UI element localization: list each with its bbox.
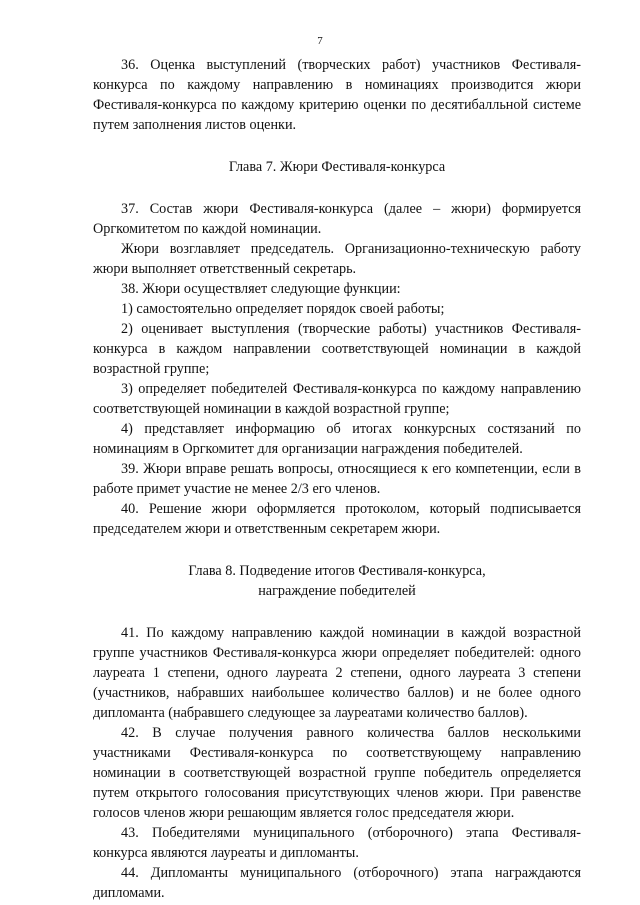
paragraph-38: 38. Жюри осуществляет следующие функции:: [121, 281, 401, 297]
chapter-7-heading: Глава 7. Жюри Фестиваля-конкурса: [228, 159, 446, 175]
paragraph-41: 41. По каждому направлению каждой номинации в каждой возрастной группе участников Фестиваля-конкурса жюри определяет победителей: одного лауреата 1 степени, одного лауреата 2 степени, одного лауреата 3 степени (участников, набравших наибольшее количество баллов) и не более одного дипломанта (набравшего следующее за лауреатами количество баллов).: [93, 625, 581, 721]
paragraph-38-item-2: 2) оценивает выступления (творческие работы) участников Фестиваля-конкурса в каждом направлении соответствующей номинации в каждой возрастной группе;: [93, 321, 581, 377]
chapter-8-heading-line-1: Глава 8. Подведение итогов Фестиваля-конкурса,: [188, 563, 486, 579]
paragraph-37: 37. Состав жюри Фестиваля-конкурса (далее – жюри) формируется Оргкомитетом по каждой номинации.: [93, 201, 581, 237]
document-body: [93, 55, 581, 903]
chapter-8-heading-line-2: награждение победителей: [258, 583, 416, 599]
paragraph-43: 43. Победителями муниципального (отборочного) этапа Фестиваля-конкурса являются лауреаты и дипломанты.: [93, 825, 581, 861]
paragraph-36: 36. Оценка выступлений (творческих работ) участников Фестиваля-конкурса по каждому направлению в номинациях производится жюри Фестиваля-конкурса по каждому критерию оценки по десятибалльной системе путем заполнения листов оценки.: [93, 57, 581, 133]
paragraph-42: 42. В случае получения равного количества баллов несколькими участниками Фестиваля-конкурса по соответствующему направлению номинации в соответствующей возрастной группе победитель определяется путем открытого голосования присутствующих членов жюри. При равенстве голосов членов жюри решающим является голос председателя жюри.: [93, 725, 581, 821]
paragraph-38-item-4: 4) представляет информацию об итогах конкурсных состязаний по номинациям в Оргкомитет для организации награждения победителей.: [93, 421, 581, 457]
paragraph-jury-chair: Жюри возглавляет председатель. Организационно-техническую работу жюри выполняет ответственный секретарь.: [93, 241, 581, 277]
paragraph-39: 39. Жюри вправе решать вопросы, относящиеся к его компетенции, если в работе примет участие не менее 2/3 его членов.: [93, 461, 581, 497]
paragraph-44: 44. Дипломанты муниципального (отборочного) этапа награждаются дипломами.: [93, 865, 581, 901]
paragraph-38-item-3: 3) определяет победителей Фестиваля-конкурса по каждому направлению соответствующей номинации в каждой возрастной группе;: [93, 381, 581, 417]
paragraph-40: 40. Решение жюри оформляется протоколом, который подписывается председателем жюри и ответственным секретарем жюри.: [93, 501, 581, 537]
page-number: 7: [317, 35, 323, 47]
paragraph-38-item-1: 1) самостоятельно определяет порядок своей работы;: [121, 301, 445, 317]
